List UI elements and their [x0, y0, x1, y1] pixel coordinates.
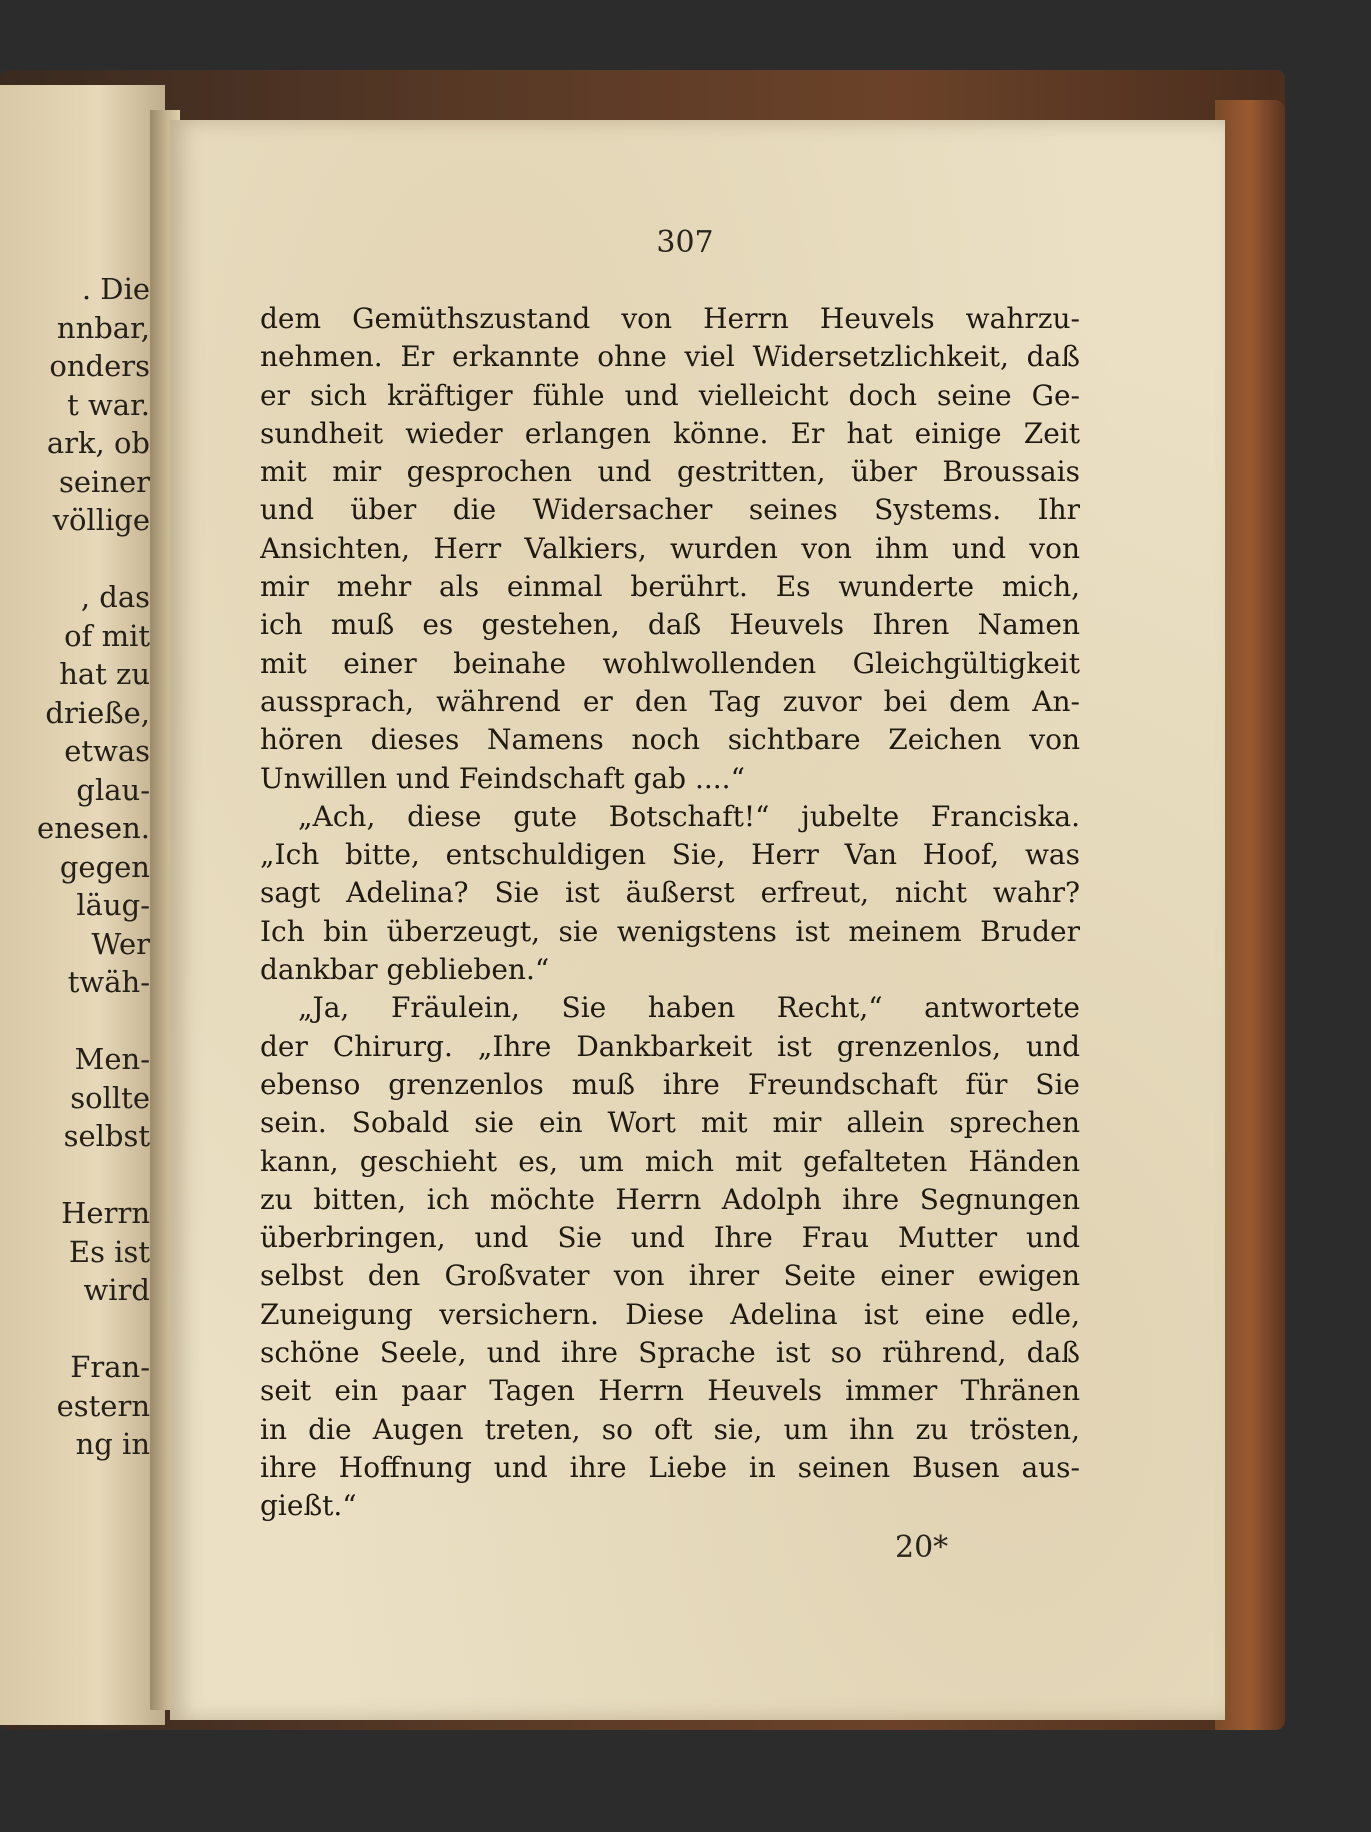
left-page-line: glau- — [76, 772, 150, 807]
left-page-line: sollte — [70, 1080, 150, 1115]
left-page-line: läug- — [76, 888, 150, 922]
text-line: selbst den Großvater von ihrer Seite einer ewigen — [260, 1259, 1080, 1293]
left-page-line: onders — [49, 349, 150, 383]
page-body-text — [260, 300, 1080, 1526]
left-page-line: Men- — [74, 1042, 150, 1076]
text-line: sein. Sobald sie ein Wort mit mir allein sprechen — [260, 1106, 1080, 1140]
left-page-line: ng in — [75, 1427, 150, 1461]
left-page-line — [0, 1156, 150, 1195]
left-page-line — [0, 1002, 150, 1041]
book-cover-edge — [1215, 100, 1285, 1730]
left-page-line: t war. — [67, 387, 150, 422]
text-line: mit einer beinahe wohlwollenden Gleichgültigkeit — [260, 646, 1080, 680]
text-line: dem Gemüthszustand von Herrn Heuvels wahrzu- — [260, 302, 1080, 335]
text-line: Ansichten, Herr Valkiers, wurden von ihm und von — [260, 531, 1080, 565]
left-page-line: twäh- — [67, 965, 150, 999]
left-page-line: Herrn — [61, 1196, 150, 1230]
left-page-line: wird — [83, 1273, 150, 1307]
left-page-line: drieße, — [45, 695, 150, 730]
left-page-line: nnbar, — [56, 310, 150, 345]
left-page-line: Wer — [91, 926, 150, 961]
left-page-line: estern — [56, 1388, 150, 1423]
left-page-line: enesen. — [37, 811, 150, 845]
text-line: mit mir gesprochen und gestritten, über Broussais — [260, 455, 1080, 489]
left-page-line: völlige — [52, 503, 150, 537]
text-line: und über die Widersacher seines Systems. Ihr — [260, 493, 1080, 527]
text-line: nehmen. Er erkannte ohne viel Widersetzlichkeit, daß — [260, 340, 1080, 374]
text-line: hören dieses Namens noch sichtbare Zeichen von — [260, 723, 1080, 757]
text-line: „Ich bitte, entschuldigen Sie, Herr Van Hoof, was — [260, 838, 1080, 872]
text-line: „Ja, Fräulein, Sie haben Recht,“ antwortete — [298, 991, 1080, 1025]
text-line: dankbar geblieben.“ — [260, 953, 550, 987]
text-line: Zuneigung versichern. Diese Adelina ist eine edle, — [260, 1297, 1080, 1331]
left-page-line — [0, 1310, 150, 1349]
left-page-line: , das — [80, 580, 150, 614]
left-page-line: of mit — [64, 618, 150, 653]
left-page-line: ark, ob — [46, 426, 150, 460]
text-line: seit ein paar Tagen Herrn Heuvels immer Thränen — [260, 1374, 1080, 1408]
text-line: aussprach, während er den Tag zuvor bei dem An- — [260, 684, 1080, 718]
text-line: mir mehr als einmal berührt. Es wunderte mich, — [260, 570, 1080, 604]
left-page-text — [0, 270, 150, 1464]
text-line: Unwillen und Feindschaft gab ....“ — [260, 761, 745, 795]
left-page-line: hat zu — [59, 657, 150, 691]
text-line: „Ach, diese gute Botschaft!“ jubelte Franciska. — [298, 799, 1080, 833]
left-page-line: . Die — [81, 272, 150, 306]
text-line: zu bitten, ich möchte Herrn Adolph ihre Segnungen — [260, 1182, 1080, 1216]
text-line: er sich kräftiger fühle und vielleicht doch seine Ge- — [260, 378, 1080, 412]
text-line: sundheit wieder erlangen könne. Er hat einige Zeit — [260, 416, 1080, 450]
text-line: sagt Adelina? Sie ist äußerst erfreut, nicht wahr? — [260, 876, 1080, 910]
page-number: 307 — [656, 225, 714, 260]
text-line: Ich bin überzeugt, sie wenigstens ist meinem Bruder — [260, 914, 1080, 948]
left-page-line: Es ist — [68, 1234, 150, 1269]
text-line: gießt.“ — [260, 1489, 357, 1523]
left-page-line: selbst — [63, 1119, 150, 1153]
left-page-line: seiner — [58, 464, 150, 499]
signature-mark: 20* — [895, 1530, 949, 1565]
text-line: ihre Hoffnung und ihre Liebe in seinen Busen aus- — [260, 1450, 1080, 1484]
left-page-line: etwas — [64, 734, 150, 768]
text-line: schöne Seele, und ihre Sprache ist so rührend, daß — [260, 1336, 1080, 1370]
text-line: der Chirurg. „Ihre Dankbarkeit ist grenzenlos, und — [260, 1029, 1080, 1063]
text-line: in die Augen treten, so oft sie, um ihn zu trösten, — [260, 1412, 1080, 1446]
text-line: überbringen, und Sie und Ihre Frau Mutter und — [260, 1221, 1080, 1255]
text-line: kann, geschieht es, um mich mit gefalteten Händen — [260, 1144, 1080, 1178]
text-line: ebenso grenzenlos muß ihre Freundschaft für Sie — [260, 1067, 1080, 1101]
left-page-line: Fran- — [70, 1350, 150, 1384]
left-page-line: gegen — [59, 849, 150, 884]
left-page-line — [0, 540, 150, 579]
text-line: ich muß es gestehen, daß Heuvels Ihren Namen — [260, 608, 1080, 642]
